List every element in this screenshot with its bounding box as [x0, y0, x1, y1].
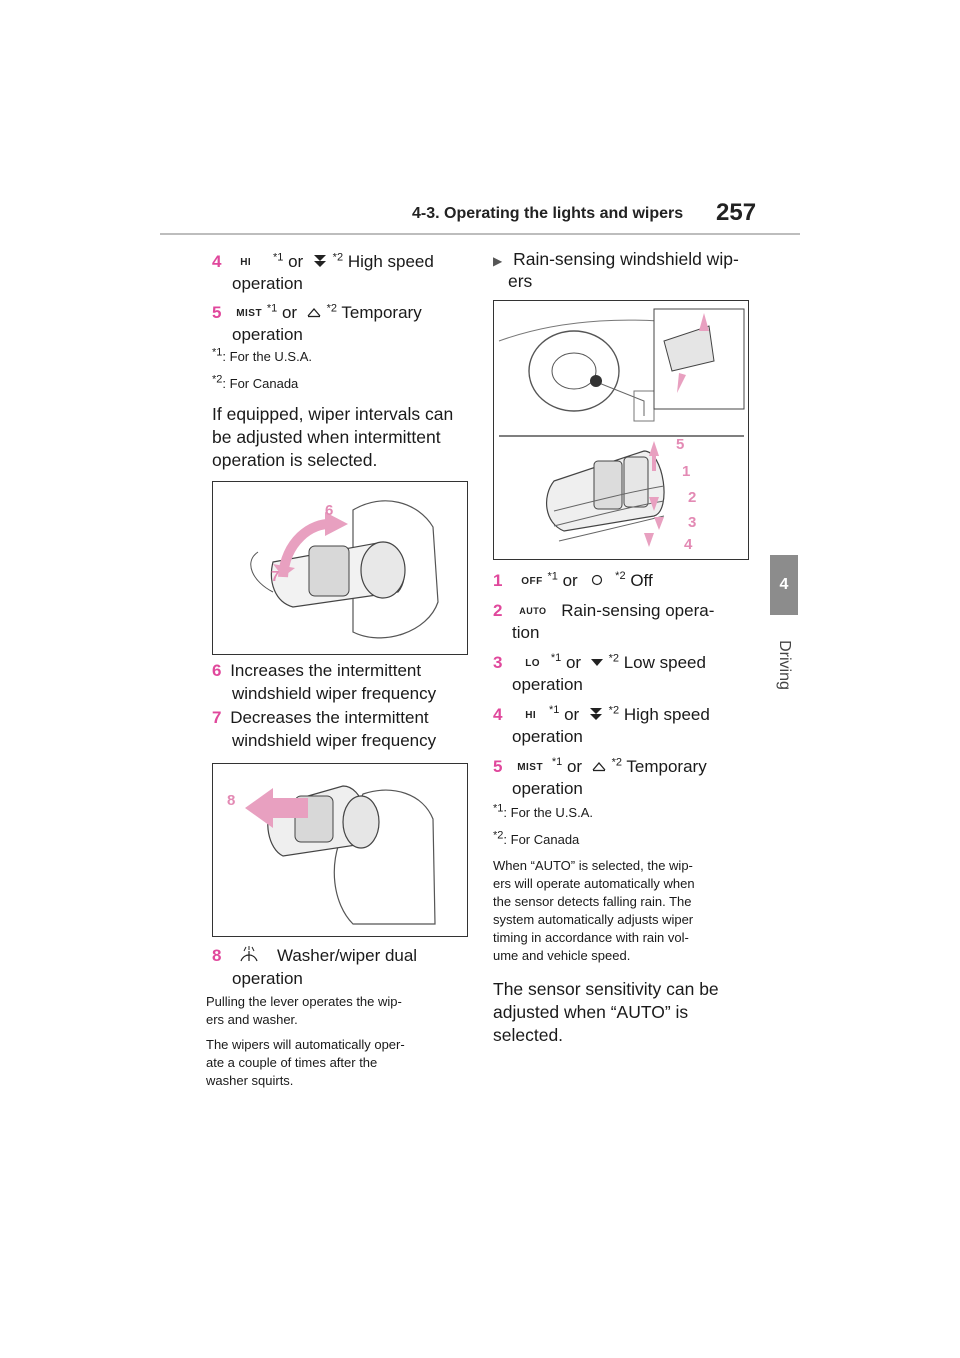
circle-off-icon: [590, 573, 604, 587]
figure-intermittent-dial: [212, 481, 468, 655]
page-number: 257: [716, 199, 757, 226]
left-item-washer: 8 Washer/wiper dual: [212, 946, 418, 965]
double-chevron-down-icon: [588, 706, 604, 722]
mist-arrow-icon: [591, 760, 607, 772]
footnote-canada: $^{*2}$: For Canada: [212, 373, 299, 391]
rain-sensing-heading-line2: ers: [508, 271, 533, 291]
right-item-off: 1 OFF $^{*1}$ or $^{*2}$ Off: [493, 569, 653, 593]
left-item-increase: 6 Increases the intermittent: [212, 661, 422, 680]
footnote-usa-right: $^{*1}$: For the U.S.A.: [493, 802, 593, 820]
left-item-washer-line2: operation: [232, 969, 303, 988]
right-item-auto: 2 AUTO Rain-sensing opera-: [493, 599, 714, 623]
rain-sensing-heading: ▶ Rain-sensing windshield wip-: [493, 249, 739, 269]
washer-para-2: The wipers will automatically oper- ate a couple of times after the washer squirts.: [206, 1037, 405, 1088]
washer-para-1: Pulling the lever operates the wip- ers and washer.: [206, 994, 402, 1027]
hi-badge: HI: [240, 257, 252, 268]
chapter-tab[interactable]: 4: [770, 555, 798, 615]
auto-description: When “AUTO” is selected, the wip- ers will operate automatically when the sensor detects falling rain. The system automatically adjusts wiper timing in accordance with rain vol- ume and vehicle speed.: [493, 858, 695, 963]
left-item-high-speed-line2: operation: [232, 274, 303, 293]
mist-arrow-icon: [306, 306, 322, 318]
footnote-usa: $^{*1}$: For the U.S.A.: [212, 346, 312, 364]
right-item-high-speed-line2: operation: [512, 727, 583, 746]
intermittent-intro: If equipped, wiper intervals can be adjusted when intermittent operation is selected.: [212, 404, 454, 470]
lo-badge: LO: [525, 658, 541, 669]
figure-rain-sensing: [493, 300, 749, 560]
section-title: 4-3. Operating the lights and wipers: [412, 205, 684, 222]
mist-badge: MIST: [236, 308, 263, 319]
figure-washer-pull: [212, 763, 468, 937]
auto-badge: AUTO: [519, 606, 547, 616]
sensitivity-note: The sensor sensitivity can be adjusted when “AUTO” is selected.: [493, 979, 719, 1045]
left-item-increase-line2: windshield wiper frequency: [232, 684, 437, 703]
left-item-temporary-line2: operation: [232, 325, 303, 344]
footnote-canada-right: $^{*2}$: For Canada: [493, 829, 580, 847]
callout-6: 6: [325, 502, 334, 519]
header-rule: [160, 233, 800, 235]
left-item-high-speed: 4 HI $^{*1}$ or $^{*2}$ High speed: [212, 250, 472, 274]
right-item-temporary: 5 MIST $^{*1}$ or $^{*2}$ Temporary: [493, 755, 707, 779]
callout-5: 5: [676, 436, 685, 453]
right-item-temporary-line2: operation: [512, 779, 583, 798]
callout-8: 8: [227, 792, 236, 809]
right-item-low-speed-line2: operation: [512, 675, 583, 694]
mist-badge-right: MIST: [517, 762, 544, 773]
callout-1: 1: [682, 463, 691, 480]
arrow-bullet-icon: ▶: [493, 254, 503, 268]
right-item-low-speed: 3 LO $^{*1}$ or $^{*2}$ Low speed: [493, 651, 706, 675]
left-item-decrease-line2: windshield wiper frequency: [232, 731, 437, 750]
chapter-label: Driving: [776, 640, 793, 690]
double-chevron-down-icon: [312, 253, 328, 269]
callout-4: 4: [684, 536, 693, 553]
washer-icon: [238, 945, 260, 965]
left-item-decrease: 7 Decreases the intermittent: [212, 708, 429, 727]
left-item-temporary: 5 MIST $^{*1}$ or $^{*2}$ Temporary: [212, 301, 472, 325]
callout-2: 2: [688, 489, 697, 506]
right-item-high-speed: 4 HI $^{*1}$ or $^{*2}$ High speed: [493, 703, 710, 727]
right-item-auto-line2: tion: [512, 623, 540, 642]
callout-7: 7: [271, 568, 280, 585]
chevron-down-icon: [590, 658, 604, 668]
hi-badge-right: HI: [525, 710, 537, 721]
callout-3: 3: [688, 514, 697, 531]
off-badge: OFF: [521, 576, 543, 587]
